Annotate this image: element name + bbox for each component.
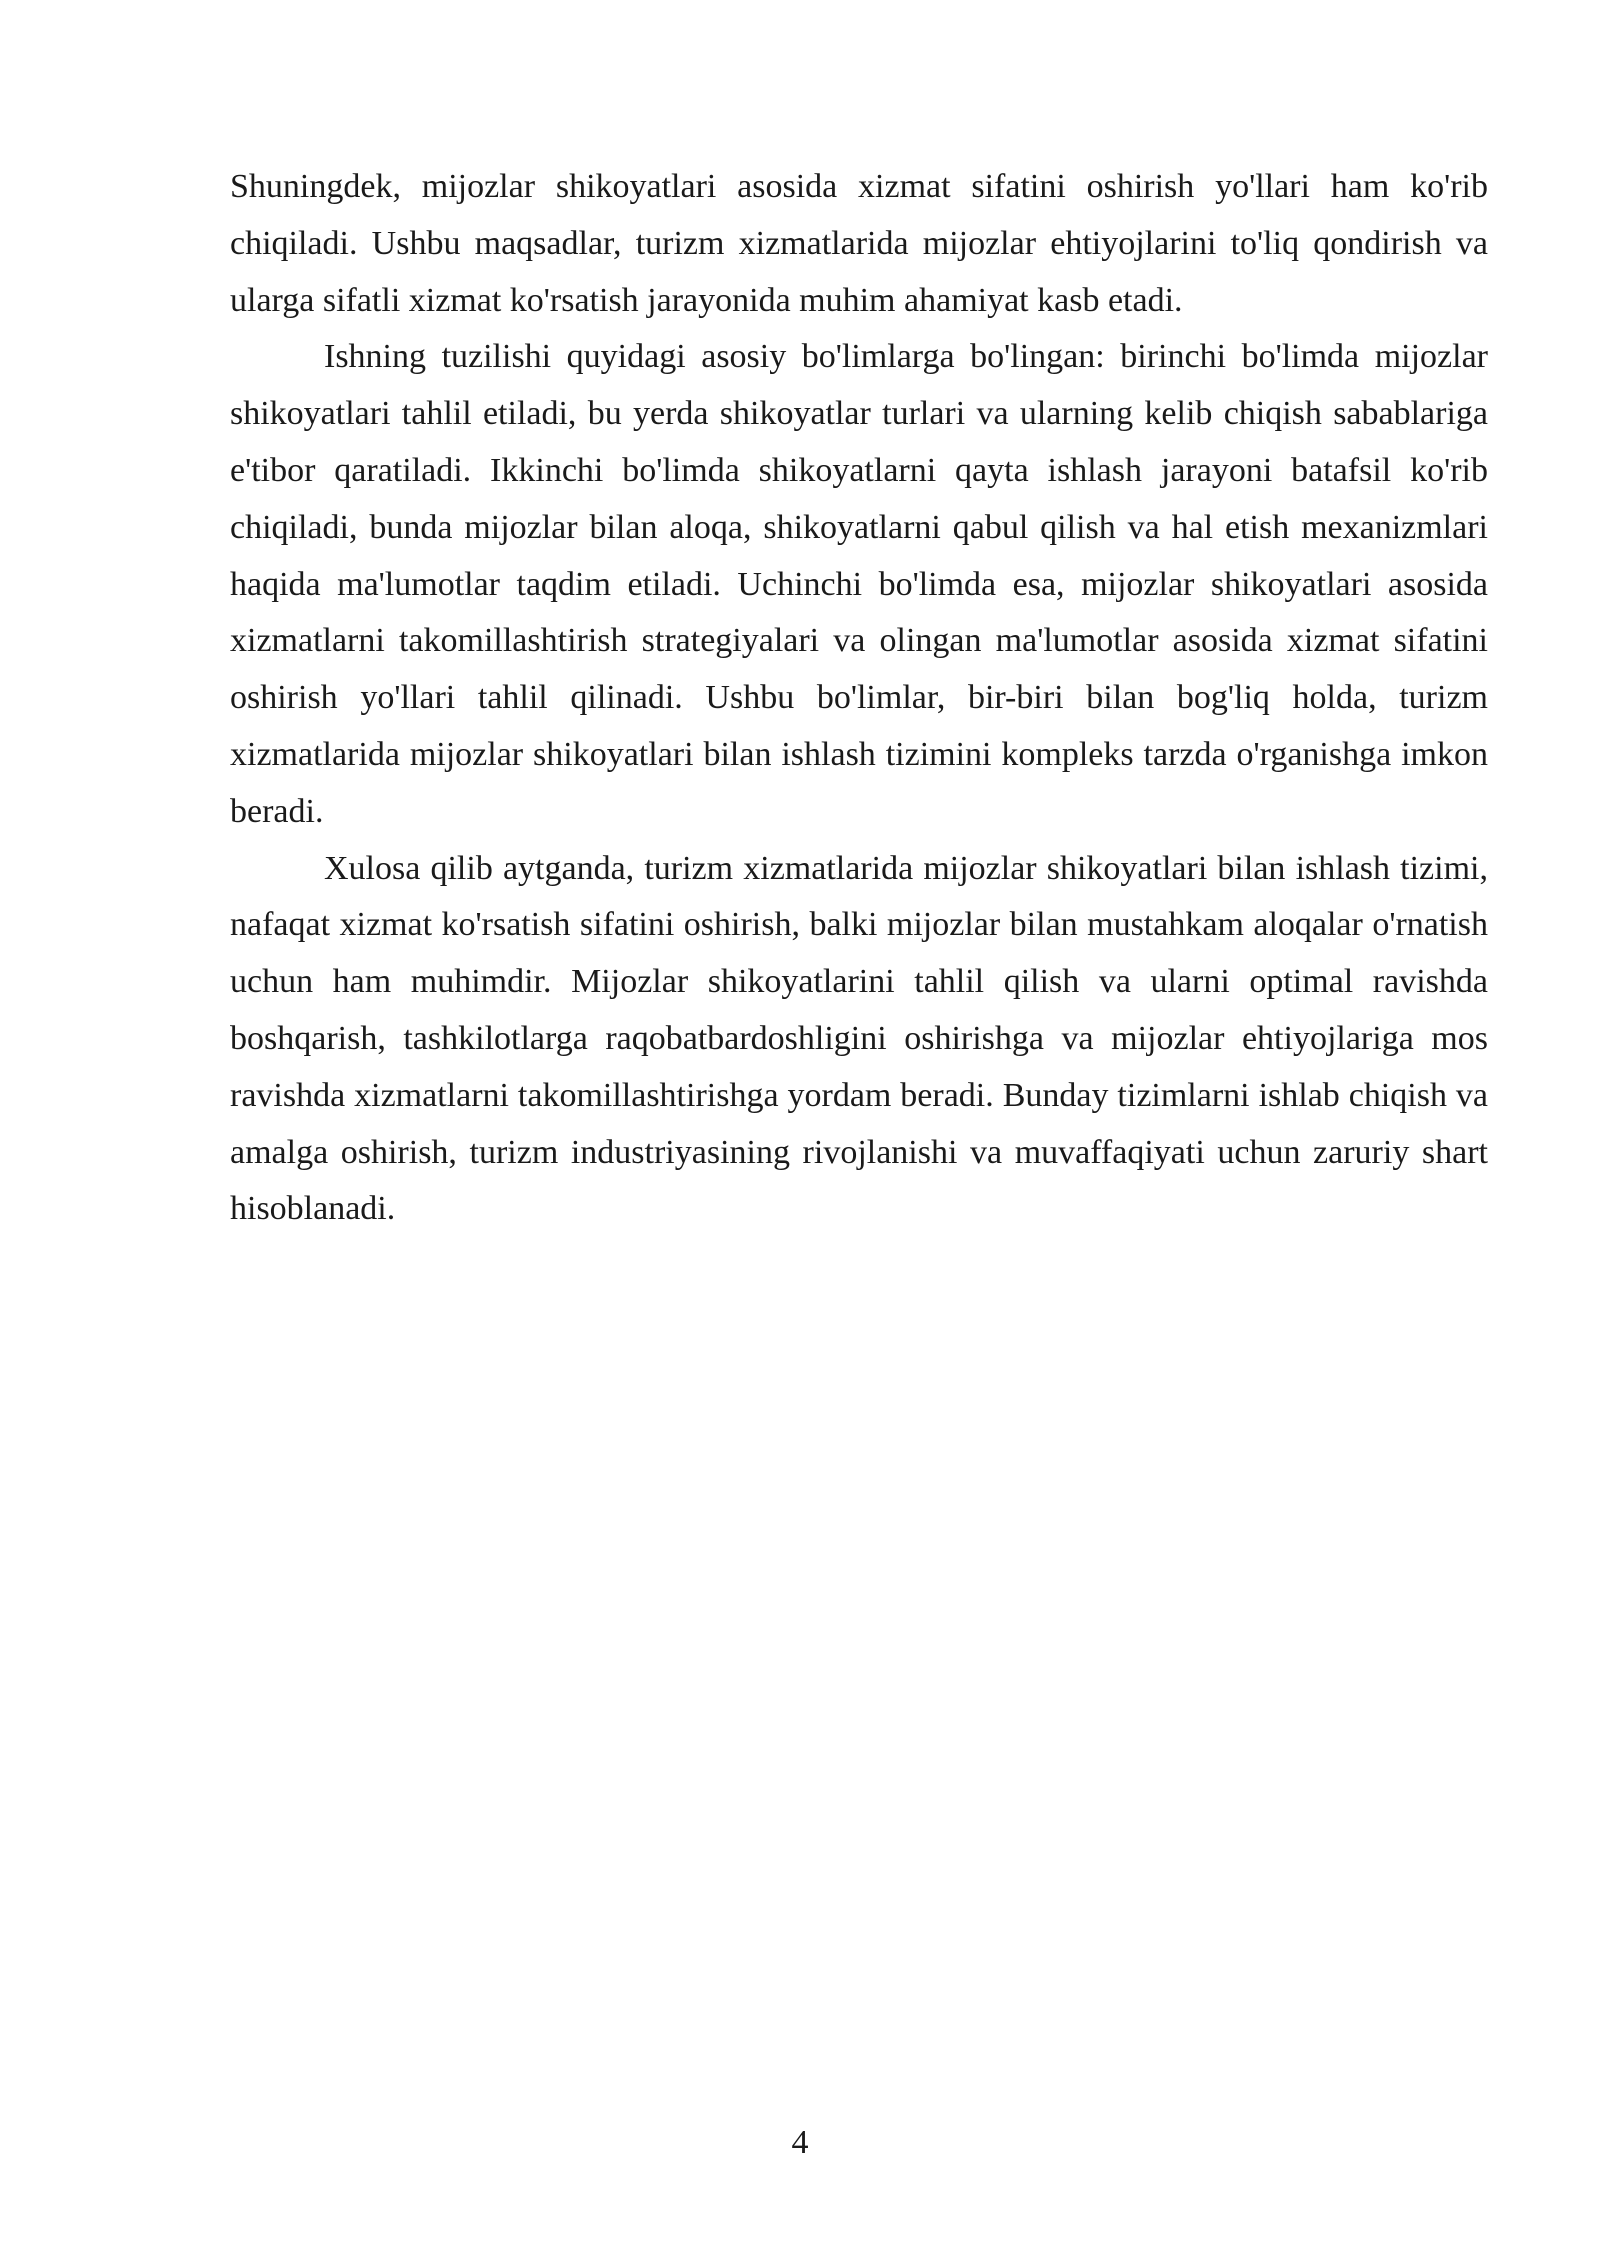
paragraph-structure: Ishning tuzilishi quyidagi asosiy bo'limlarga bo'lingan: birinchi bo'limda mijozlar shikoyatlari tahlil etiladi, bu yerda shikoyatlar turlari va ularning kelib chiqish sabablariga e'tibor qaratiladi. Ikkinchi bo'limda shikoyatlarni qayta ishlash jarayoni batafsil ko'rib chiqiladi, bunda mijozlar bilan aloqa, shikoyatlarni qabul qilish va hal etish mexanizmlari haqida ma'lumotlar taqdim etiladi. Uchinchi bo'limda esa, mijozlar shikoyatlari asosida xizmatlarni takomillashtirish strategiyalari va olingan ma'lumotlar asosida xizmat sifatini oshirish yo'llari tahlil qilinadi. Ushbu bo'limlar, bir-biri bilan bog'liq holda, turizm xizmatlarida mijozlar shikoyatlari bilan ishlash tizimini kompleks tarzda o'rganishga imkon beradi. bbox=[230, 338, 1488, 830]
paragraph-conclusion: Xulosa qilib aytganda, turizm xizmatlarida mijozlar shikoyatlari bilan ishlash tizimi, nafaqat xizmat ko'rsatish sifatini oshirish, balki mijozlar bilan mustahkam aloqalar o'rnatish uchun ham muhimdir. Mijozlar shikoyatlarini tahlil qilish va ularni optimal ravishda boshqarish, tashkilotlarga raqobatbardoshligini oshirishga va mijozlar ehtiyojlariga mos ravishda xizmatlarni takomillashtirishga yordam beradi. Bunday tizimlarni ishlab chiqish va amalga oshirish, turizm industriyasining rivojlanishi va muvaffaqiyati uchun zaruriy shart hisoblanadi. bbox=[230, 849, 1488, 1228]
page-number: 4 bbox=[791, 2124, 809, 2161]
document-body bbox=[230, 159, 1488, 1238]
paragraph-continuation: Shuningdek, mijozlar shikoyatlari asosida xizmat sifatini oshirish yo'llari ham ko'rib chiqiladi. Ushbu maqsadlar, turizm xizmatlarida mijozlar ehtiyojlarini to'liq qondirish va ularga sifatli xizmat ko'rsatish jarayonida muhim ahamiyat kasb etadi. bbox=[230, 168, 1488, 319]
